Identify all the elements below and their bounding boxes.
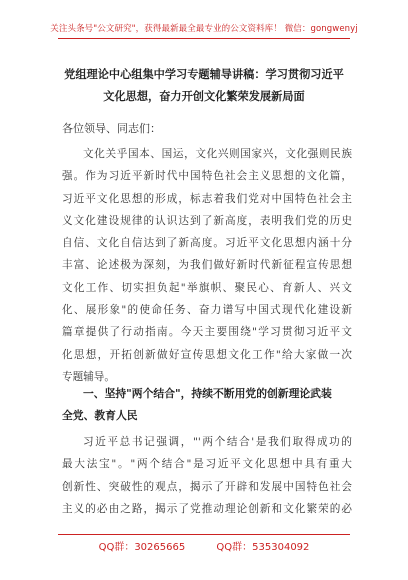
paragraph-line: 丰富、论述极为深刻，为我们做好新时代新征程宣传思想 <box>62 259 352 272</box>
paragraph-line: 习近平总书记强调，"'两个结合'是我们取得成功的 <box>83 436 352 448</box>
heading-line: 全党、教育人民 <box>62 409 138 422</box>
paragraph-line: 强。作为习近平新时代中国特色社会主义思想的文化篇， <box>62 170 352 183</box>
paragraph-line: 创新性、突破性的观点，揭示了开辟和发展中国特色社会 <box>62 480 352 493</box>
paragraph-intro <box>62 143 352 388</box>
paragraph-line: 化、展形象"的使命任务、奋力谱写中国式现代化建设新 <box>62 304 352 317</box>
paragraph-line: 习近平文化思想的形成，标志着我们党对中国特色社会主 <box>62 192 352 205</box>
paragraph-line: 主义的必由之路，揭示了党推动理论创新和文化繁荣的必 <box>62 502 352 515</box>
title-line: 党组理论中心组集中学习专题辅导讲稿：学习贯彻习近平 <box>64 68 344 81</box>
document-title <box>40 64 368 108</box>
paragraph-line: 文化关乎国本、国运，文化兴则国家兴，文化强则民族 <box>83 148 352 160</box>
paragraph-section1 <box>62 431 352 520</box>
header-banner: 关注头条号"公文研究"，获得最新最全最专业的公文资料库！ 微信：gongwenyj <box>50 24 358 34</box>
title-line: 文化思想，奋力开创文化繁荣发展新局面 <box>103 90 305 103</box>
paragraph-line: 篇章提供了行动指南。今天主要围绕"学习贯彻习近平文 <box>62 326 352 339</box>
header-divider <box>58 38 350 39</box>
paragraph-line: 义文化建设规律的认识达到了新高度，表明我们党的历史 <box>62 214 352 227</box>
paragraph-line: 自信、文化自信达到了新高度。习近平文化思想内涵十分 <box>62 237 352 250</box>
paragraph-line: 最大法宝"。"两个结合"是习近平文化思想中具有重大 <box>62 458 352 471</box>
paragraph-line: 专题辅导。 <box>62 370 115 383</box>
salutation: 各位领导、同志们： <box>62 122 161 135</box>
heading-line: 一、坚持"两个结合"，持续不断用党的创新理论武装 <box>83 387 332 400</box>
footer-qq-group-1: QQ群：30265665 <box>98 542 186 553</box>
section-heading <box>62 383 354 427</box>
paragraph-line: 文化工作、切实担负起"举旗帜、聚民心、育新人、兴文 <box>62 281 352 294</box>
paragraph-line: 化思想，开拓创新做好宣传思想文化工作"给大家做一次 <box>62 348 352 361</box>
footer <box>0 538 408 553</box>
footer-divider <box>58 534 350 535</box>
footer-qq-group-2: QQ群：535304092 <box>216 542 310 553</box>
